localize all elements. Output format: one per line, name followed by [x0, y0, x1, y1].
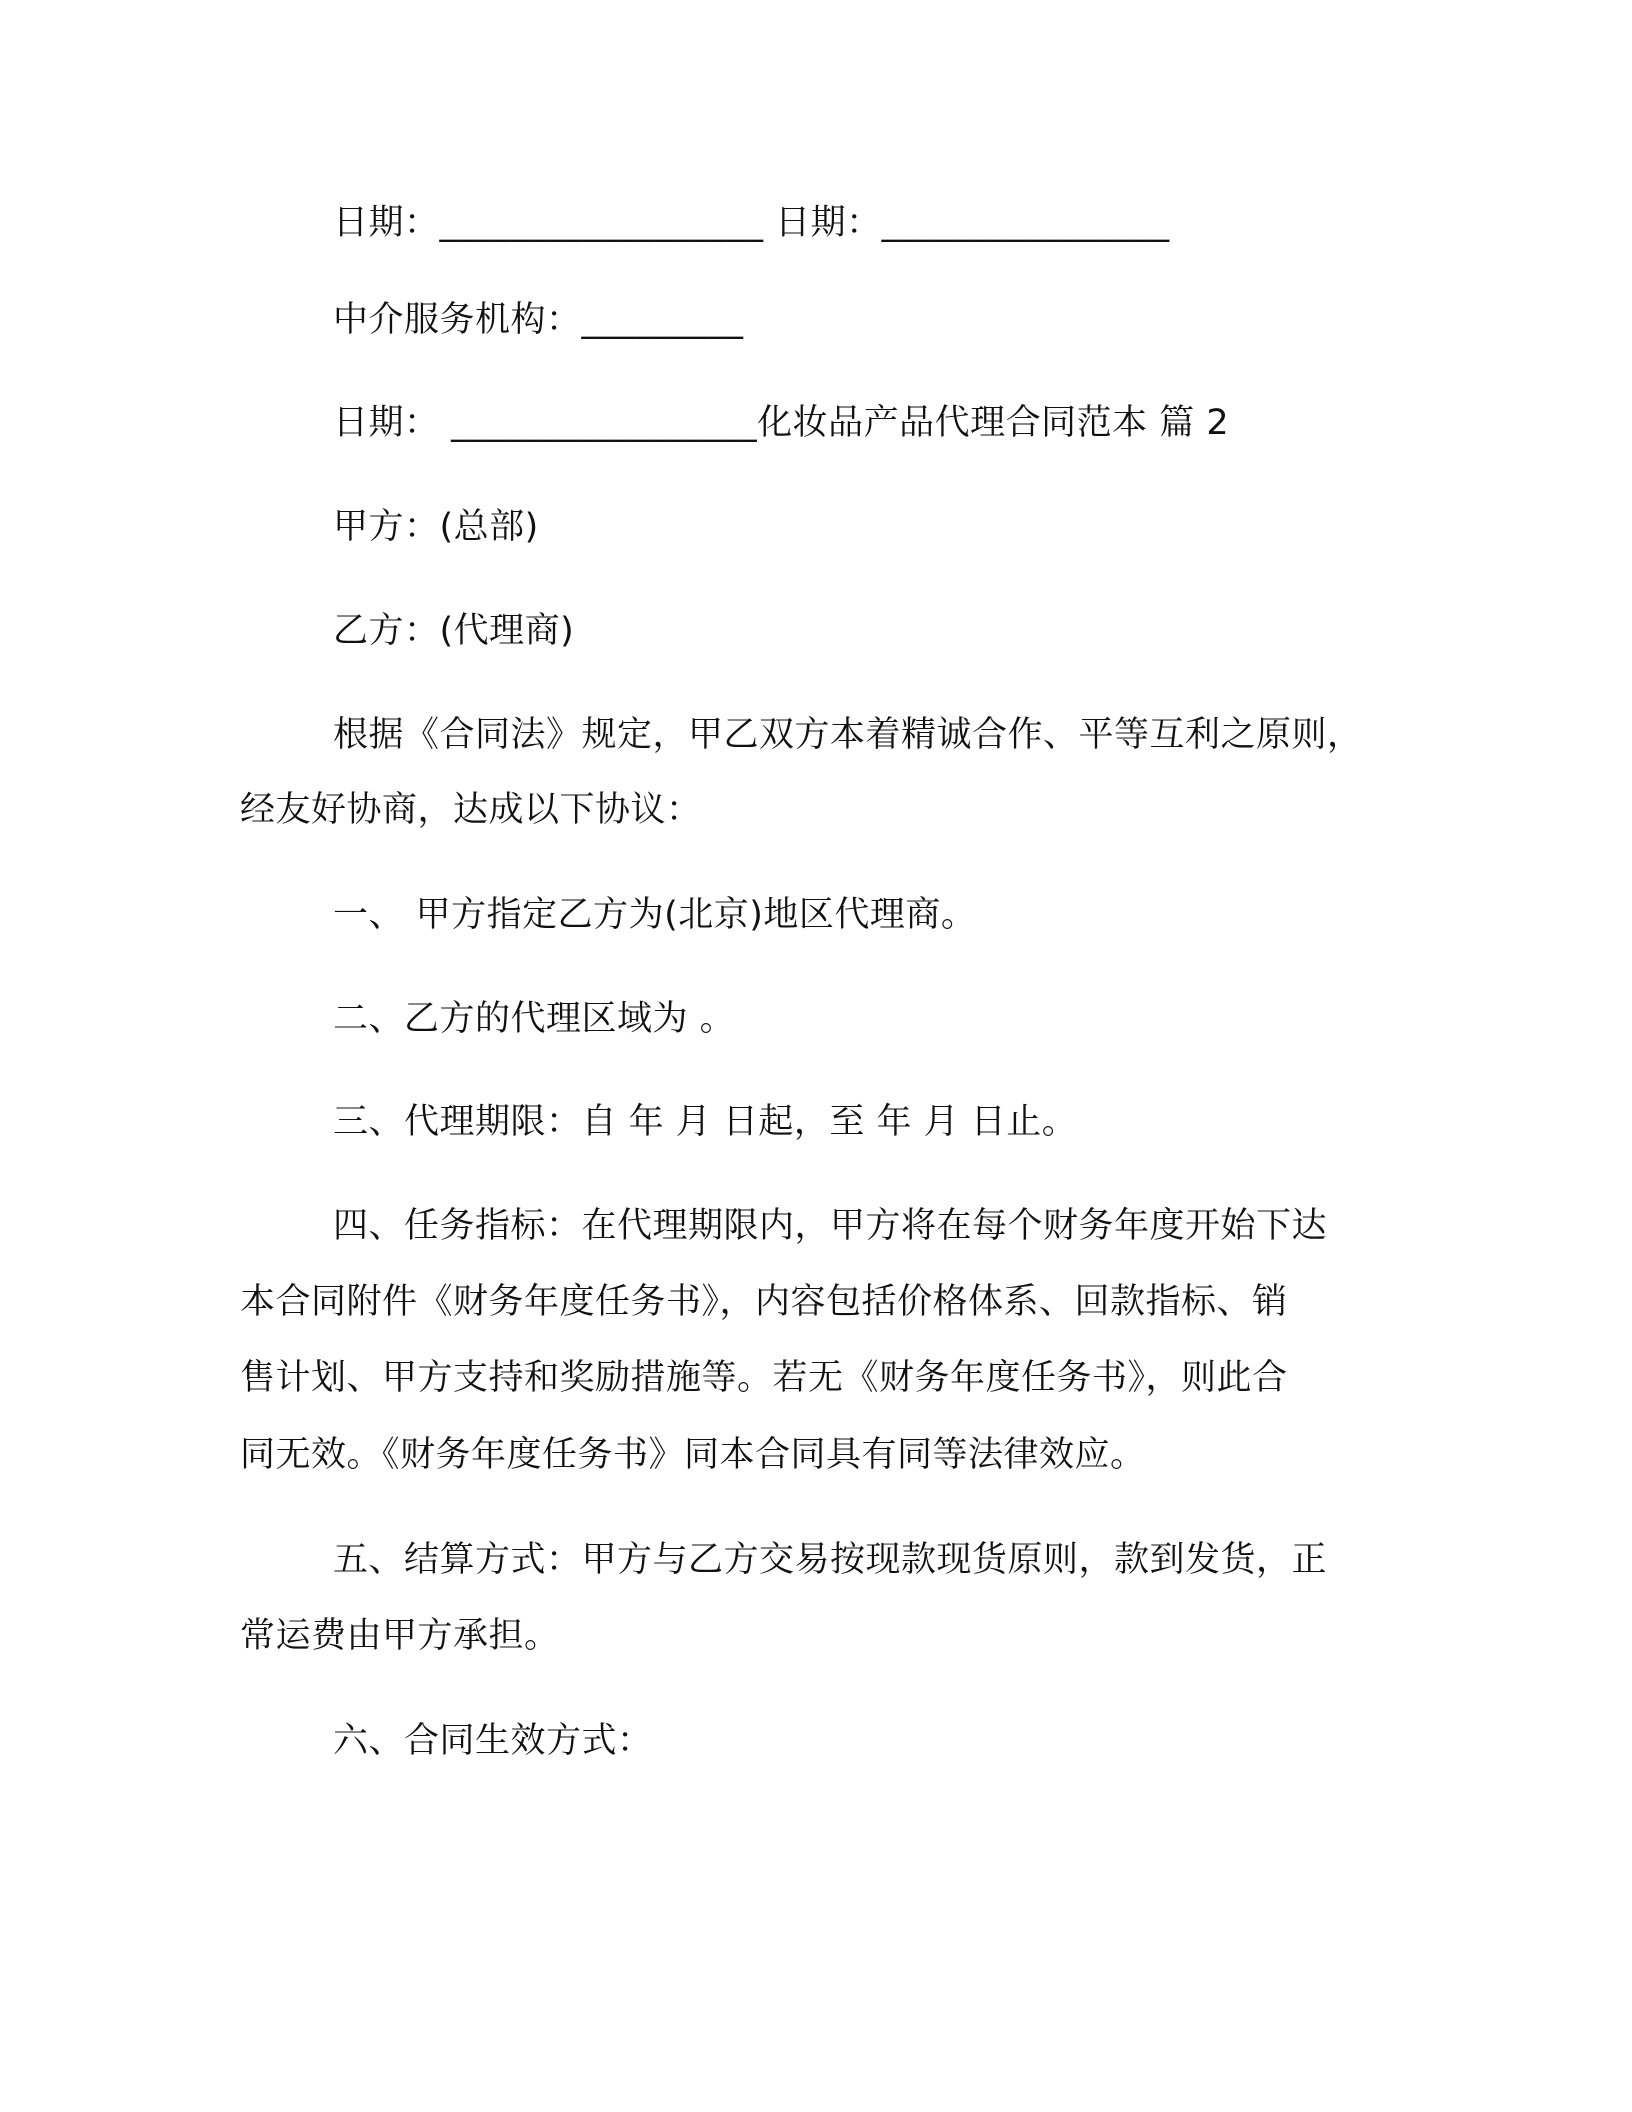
clause-5-line-1: 五、结算方式：甲方与乙方交易按现款现货原则，款到发货，正 — [333, 1540, 1328, 1580]
clause-4-line-2: 本合同附件《财务年度任务书》，内容包括价格体系、回款指标、销 — [240, 1282, 1288, 1322]
clause-3: 三、代理期限：自 年 月 日起，至 年 月 日止。 — [333, 1102, 1078, 1142]
clause-4-line-3: 售计划、甲方支持和奖励措施等。若无《财务年度任务书》，则此合 — [240, 1358, 1288, 1398]
clause-2: 二、乙方的代理区域为 。 — [333, 999, 736, 1039]
clause-4-line-1: 四、任务指标：在代理期限内，甲方将在每个财务年度开始下达 — [333, 1206, 1328, 1246]
clause-4-line-4: 同无效。《财务年度任务书》同本合同具有同等法律效应。 — [240, 1435, 1146, 1475]
agency-line: 中介服务机构：_________ — [333, 300, 744, 340]
preamble-line-1: 根据《合同法》规定，甲乙双方本着精诚合作、平等互利之原则， — [333, 715, 1363, 755]
preamble-line-2: 经友好协商，达成以下协议： — [240, 790, 702, 830]
party-b-line: 乙方：(代理商) — [333, 611, 575, 651]
date-signature-line: 日期：__________________ 日期：________________ — [333, 203, 1170, 243]
party-a-line: 甲方：(总部) — [333, 507, 539, 547]
clause-5-line-2: 常运费由甲方承担。 — [240, 1616, 560, 1656]
date-title-line: 日期： _________________化妆品产品代理合同范本 篇 2 — [333, 403, 1230, 443]
clause-1: 一、 甲方指定乙方为(北京)地区代理商。 — [333, 895, 977, 935]
clause-6: 六、合同生效方式： — [333, 1721, 653, 1761]
